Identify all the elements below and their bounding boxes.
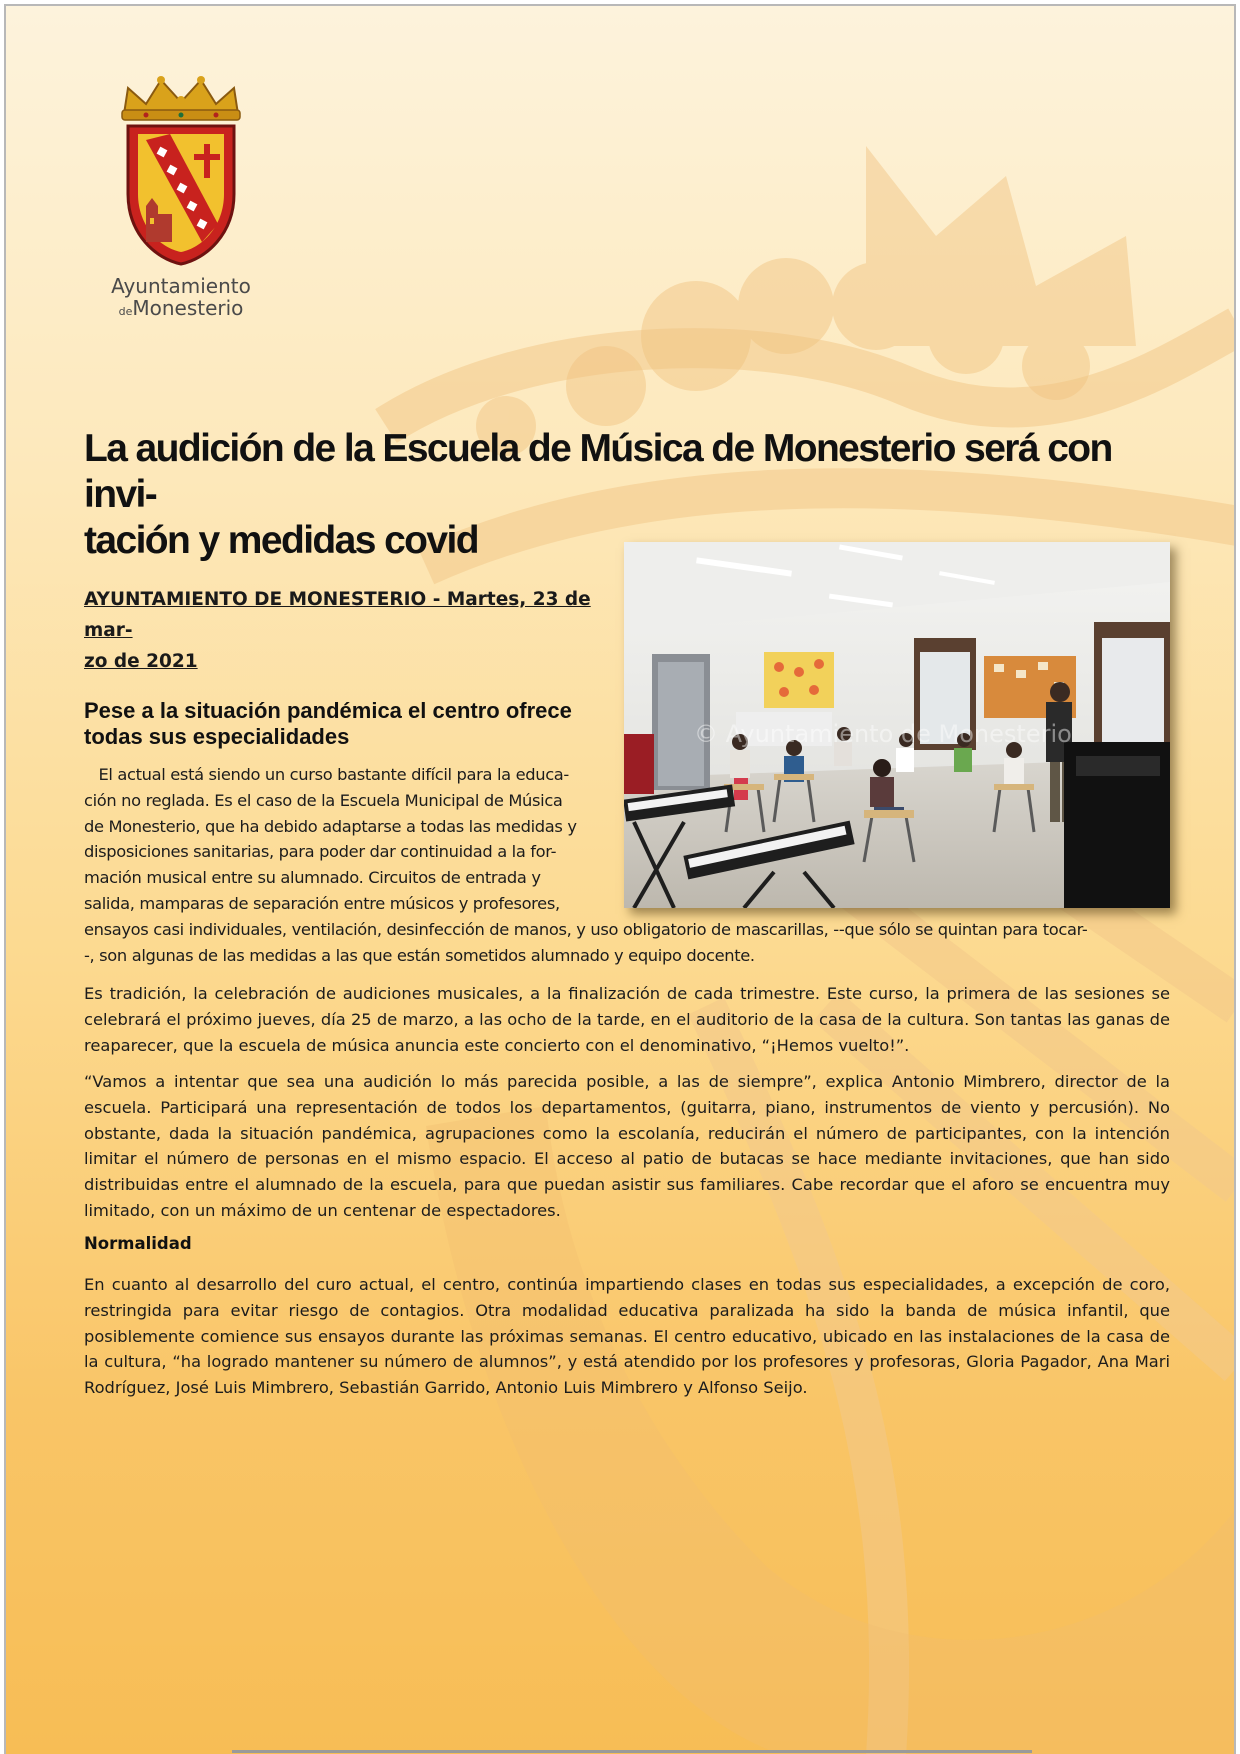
classroom-photo: [624, 542, 1170, 908]
p1-line: ción no reglada. Es el caso de la Escuela Municipal de Música: [84, 790, 563, 810]
logo-text-ayuntamiento: Ayuntamiento: [111, 274, 251, 298]
photo-watermark-text: © Ayuntamiento de Monesterio: [694, 720, 1072, 748]
logo-text-monesterio: [106, 296, 256, 320]
paragraph-1-full: [84, 917, 1170, 969]
headline-line-1: La audición de la Escuela de Música de Monesterio será con invi-: [84, 427, 1112, 516]
subhead-line-1: Pese a la situación pandémica el centro ofrece: [84, 698, 572, 723]
coat-of-arms-icon: [106, 74, 256, 274]
dateline-line-1: AYUNTAMIENTO DE MONESTERIO - Martes, 23 de mar-: [84, 589, 591, 641]
p1-line: mación musical entre su alumnado. Circuitos de entrada y: [84, 868, 541, 888]
paragraph-2: Es tradición, la celebración de audiciones musicales, a la finalización de cada trimestre. Este curso, la primera de las sesiones se celebrará el próximo jueves, día 25 de marzo, a las ocho de la tarde, en el auditorio de la casa de la cultura. Son tantas las ganas de reaparecer, que la escuela de música anuncia este concierto con el denominativo, “¡Hemos vuelto!”.: [84, 984, 1170, 1055]
classroom-photo-image: [624, 542, 1170, 908]
p1-line: El actual está siendo un curso bastante difícil para la educa-: [84, 765, 569, 784]
logo-text-de: de: [118, 305, 133, 318]
p1-line: salida, mamparas de separación entre músicos y profesores,: [84, 893, 560, 913]
paragraph-4: En cuanto al desarrollo del curo actual, el centro, continúa impartiendo clases en todas sus especialidades, a excepción de coro, restringida para evitar riesgo de contagios. Otra modalidad educativa paralizada ha sido la banda de música infantil, que posiblemente comience sus ensayos durante las próximas semanas. El centro educativo, ubicado en las instalaciones de la casa de la cultura, “ha logrado mantener su número de alumnos”, y está atendido por los profesores y profesoras, Gloria Pagador, Ana Mari Rodríguez, José Luis Mimbrero, Sebastián Garrido, Antonio Luis Mimbrero y Alfonso Seijo.: [84, 1275, 1170, 1398]
headline-line-2: tación y medidas covid: [84, 519, 478, 562]
municipal-logo: [106, 74, 256, 324]
logo-text-town: Monesterio: [132, 296, 244, 320]
document-page: [4, 4, 1236, 1754]
p1-line: disposiciones sanitarias, para poder dar continuidad a la for-: [84, 842, 557, 862]
paragraph-1-narrow: [84, 762, 624, 917]
dateline-line-2: zo de 2021: [84, 651, 198, 672]
section-heading-normalidad: Normalidad: [84, 1234, 192, 1253]
p1-line: -, son algunas de las medidas a las que están sometidos alumnado y equipo docente.: [84, 945, 755, 965]
p1-line: ensayos casi individuales, ventilación, desinfección de manos, y uso obligatorio de mascarillas, --que sólo se quintan para tocar-: [84, 920, 1088, 939]
subhead-line-2: todas sus especialidades: [84, 724, 350, 749]
article-dateline: [84, 584, 624, 677]
paragraph-3: “Vamos a intentar que sea una audición lo más parecida posible, a las de siempre”, explica Antonio Mimbrero, director de la escuela. Participará una representación de todos los departamentos, (guitarra, piano, instrumentos de viento y percusión). No obstante, dada la situación pandémica, agrupaciones como la escolanía, reducirán el número de participantes, con la intención limitar el número de personas en el mismo espacio. El acceso al patio de butacas se hace mediante invitaciones, que han sido distribuidas entre el alumnado de la escuela, para que puedan asistir sus familiares. Cabe recordar que el aforo se encuentra muy limitado, con un máximo de un centenar de espectadores.: [84, 1072, 1170, 1220]
footer-divider: [232, 1750, 1032, 1753]
article-subheading: [84, 698, 624, 750]
p1-line: de Monesterio, que ha debido adaptarse a todas las medidas y: [84, 816, 577, 836]
